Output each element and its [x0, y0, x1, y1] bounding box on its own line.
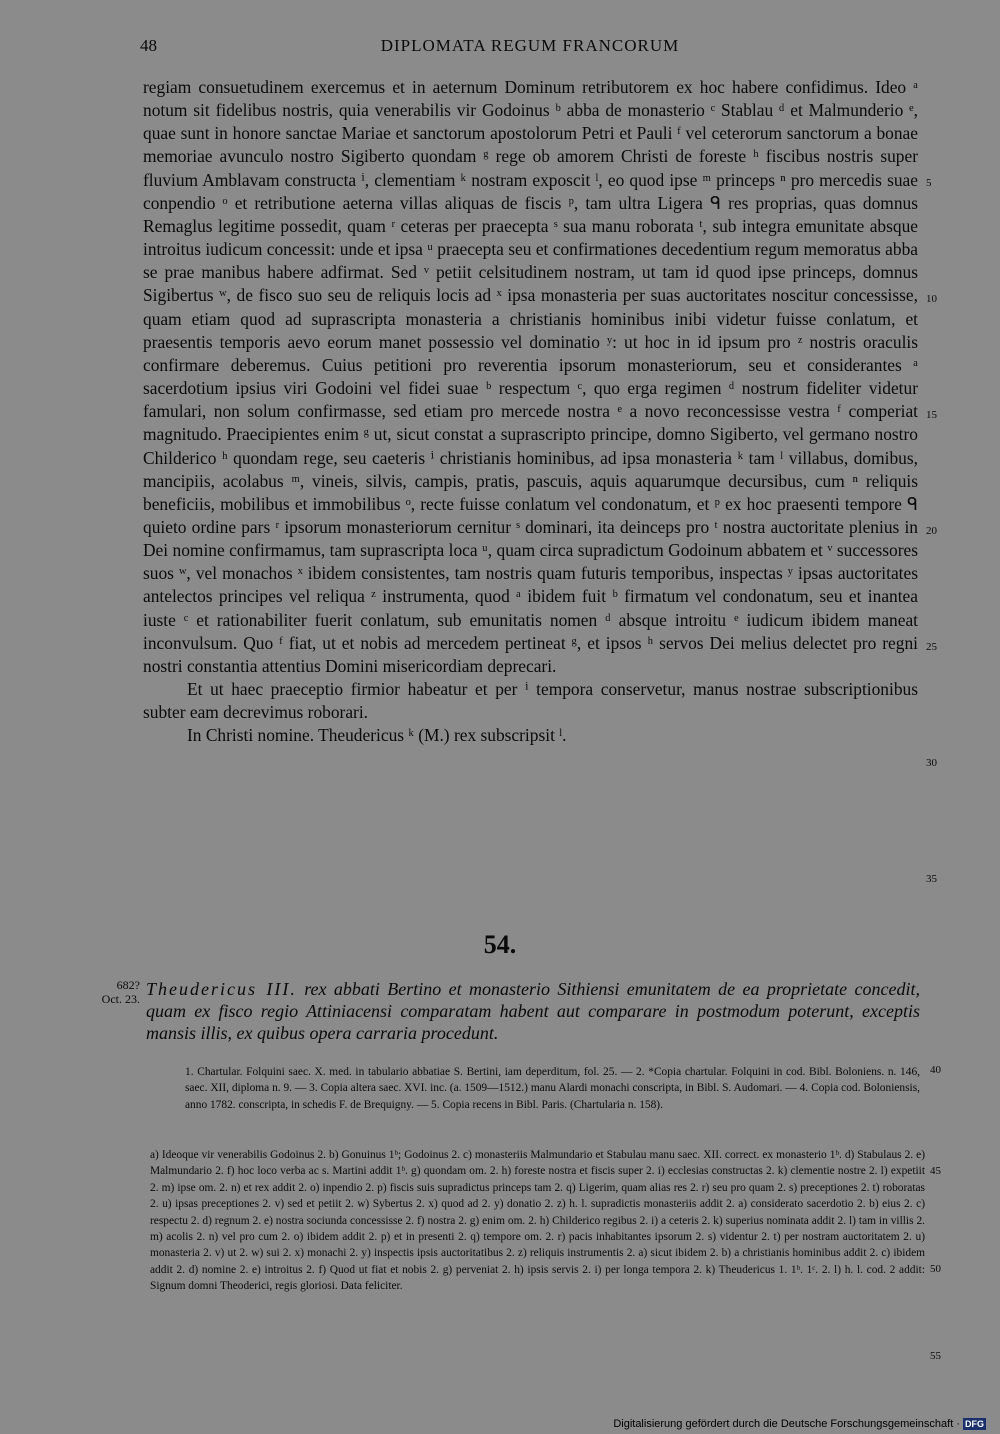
main-text	[143, 76, 918, 748]
regest	[146, 978, 920, 1044]
manuscript-tradition	[185, 1064, 920, 1113]
document-date	[78, 978, 140, 1006]
manuscript-list: 1. Chartular. Folquini saec. X. med. in tabulario abbatiae S. Bertini, iam deperditum, fol. 25. — 2. *Copia chartular. Folquini in cod. Bibl. Boloniens. n. 146, saec. XII, diploma n. 9. — 3. Copia altera saec. XVI. inc. (a. 1509—1512.) manu Alardi monachi conscripta, in Bibl. S. Audomari. — 4. Copia cod. Boloniensis, anno 1782. conscripta, in schedis F. de Brequigny. — 5. Copia recens in Bibl. Paris. (Chartularia n. 158).	[185, 1066, 920, 1111]
line-number-40: 40	[930, 1064, 941, 1076]
page-header	[140, 36, 920, 60]
line-number-35: 35	[926, 873, 937, 885]
running-title: DIPLOMATA REGUM FRANCORUM	[380, 36, 680, 55]
main-paragraph-2: Et ut haec praeceptio firmior habeatur et per ⁱ tempora conservetur, manus nostrae subscriptionibus subter eam decrevimus roborari.	[143, 679, 918, 723]
line-number-5: 5	[926, 177, 932, 189]
line-number-55: 55	[930, 1350, 941, 1362]
dfg-logo: DFG	[965, 1419, 984, 1429]
line-number-10: 10	[926, 293, 937, 305]
regest-text: rex abbati Bertino et monasterio Sithiensi emunitatem de ea proprietate concedit, quam ex fisco regio Attiniacensi comparatam habent aut comparare in postmodum poterunt, exceptis mansis illis, ex quibus opera carraria procedunt.	[146, 979, 920, 1043]
apparatus-notes: a) Ideoque vir venerabilis Godoinus 2. b) Gonuinus 1ᵇ; Godoinus 2. c) monasteriis Malmundario et Stabulau manu saec. XII. correct. ex monasterio 1ᵇ. d) Stabulaus 2. e) Malmundario 2. f) hoc loco verba ac s. Martini addit 1ᵇ. g) quondam om. 2. h) foreste nostra et fiscis super 2. i) ecclesias constructas 2. k) clementie nostre 2. l) expetiit 2. m) ipse om. 2. n) et rex addit 2. o) inpendio 2. p) fiscis suis supradictus princeps tam 2. q) Ligerim, quam alias res 2. r) seu pro quam 2. s) preceptiones 2. t) roboratas 2. u) ipsas preceptiones 2. v) sed et petiit 2. w) Sybertus 2. x) quod ad 2. y) donatio 2. z) h. l. supradictis monasteriis addit 2. a) considerato sacerdotio 2. b) eius 2. c) respectu 2. d) regnum 2. e) nostra sociunda concessisse 2. f) nostra 2. g) enim om. 2. h) Childerico regibus 2. i) a ceteris 2. k) superius nominata addit 2. l) tam in villis 2. m) acolis 2. n) vel pro cum 2. o) ibidem addit 2. p) et in presenti 2. q) tempore om. 2. r) pacis inhabitantes ipsorum 2. s) videntur 2. t) per nostram auctoritatem 2. u) monasteria 2. v) ut 2. w) sui 2. x) monachi 2. y) inspectis ipsis auctoritatibus 2. z) reliquis instrumentis 2. a) sicut ibidem 2. b) a christianis hominibus addit 2. c) ibidem addit 2. d) nomine 2. e) introitus 2. f) Quod ut fiat et nobis 2. g) perveniat 2. h) ipsis servis 2. i) per longa tempora 2. k) Theudericus 1. 1ᵇ. 1ᶜ. 2. l) h. l. cod. 2 addit: Signum domni Theoderici, regis gloriosi. Data feliciter.	[150, 1149, 925, 1293]
line-number-20: 20	[926, 525, 937, 537]
main-paragraph-1: regiam consuetudinem exercemus et in aeternum Dominum retributorem ex hoc habere confidimus. Ideo ᵃ notum sit fidelibus nostris, quia venerabilis vir Godoinus ᵇ abba de monasterio ᶜ Stablau ᵈ et Malmunderio ᵉ, quae sunt in honore sanctae Mariae et sanctorum apostolorum Petri et Pauli ᶠ vel ceterorum sanctorum a bonae memoriae avunculo nostro Sigiberto quondam ᵍ rege ob amorem Christi de foreste ʰ fiscibus nostris super fluvium Amblavam constructa ⁱ, clementiam ᵏ nostram exposcit ˡ, eo quod ipse ᵐ princeps ⁿ pro mercedis suae conpendio ᵒ et retributione aeterna villas aliquas de fiscis ᵖ, tam ultra Ligera ᑫ res proprias, quas domnus Remaglus legitime possedit, quam ʳ ceteras per praecepta ˢ sua manu roborata ᵗ, sub integra emunitate absque introitus iudicum concessit: unde et ipsa ᵘ praecepta seu et confirmationes decedentium regum memoratus abba se prae manibus habere adfirmat. Sed ᵛ petiit celsitudinem nostram, ut tam id quod ipse princeps, domnus Sigibertus ʷ, de fisco suo seu de reliquis locis ad ˣ ipsa monasteria per suas auctoritates noscitur concessisse, quam etiam quod ad suprascripta monasteria a christianis hominibus inibi videtur fuisse conlatum, et praesentis temporis aevo eorum manet possessio vel dominatio ʸ: ut hoc in id ipsum pro ᶻ nostris oraculis confirmare deberemus. Cuius petitioni pro reverentia ipsorum monasteriorum, seu et considerantes ᵃ sacerdotium ipsius viri Godoini vel fidei suae ᵇ respectum ᶜ, quo erga regimen ᵈ nostrum fideliter videtur famulari, non solum confirmasse, sed etiam pro mercede nostra ᵉ a novo reconcessisse vestra ᶠ comperiat magnitudo. Praecipientes enim ᵍ ut, sicut constat a suprascripto principe, domno Sigiberto, vel germano nostro Childerico ʰ quondam rege, seu caeteris ⁱ christianis hominibus, ad ipsa monasteria ᵏ tam ˡ villabus, domibus, mancipiis, acolabus ᵐ, vineis, silvis, campis, pratis, pascuis, aquis aquarumque decursibus, cum ⁿ reliquis beneficiis, mobilibus et immobilibus ᵒ, recte fuisse conlatum vel condonatum, et ᵖ ex hoc praesenti tempore ᑫ quieto ordine pars ʳ ipsorum monasteriorum cernitur ˢ dominari, ita deinceps pro ᵗ nostra auctoritate plenius in Dei nomine confirmamus, tam suprascripta loca ᵘ, quam circa supradictum Godoinum abbatem et ᵛ successores suos ʷ, vel monachos ˣ ibidem consistentes, tam nostris quam futuris temporibus, inspectas ʸ ipsas auctoritates antelectos principes vel reliqua ᶻ instrumenta, quod ᵃ ibidem fuit ᵇ firmatum vel condonatum, seu et inantea iuste ᶜ et rationabiliter fuerit conlatum, sub emunitatis nomen ᵈ absque introitu ᵉ iudicum ibidem maneat inconvulsum. Quo ᶠ fiat, ut et nobis ad mercedem pertineat ᵍ, et ipsos ʰ servos Dei melius delectet pro regni nostri constantia attentius Domini misericordiam deprecari.	[143, 77, 918, 676]
regest-name: Theudericus III.	[146, 979, 297, 999]
footer-text: Digitalisierung gefördert durch die Deutsche Forschungsgemeinschaft ·	[613, 1418, 960, 1430]
line-number-50: 50	[930, 1263, 941, 1275]
line-number-15: 15	[926, 409, 937, 421]
document-number: 54.	[483, 930, 517, 959]
critical-apparatus	[150, 1147, 925, 1295]
date-day: Oct. 23.	[101, 992, 140, 1006]
page-number: 48	[140, 36, 157, 55]
line-number-25: 25	[926, 641, 937, 653]
main-paragraph-3: In Christi nomine. Theudericus ᵏ (M.) rex subscripsit ˡ.	[187, 725, 567, 746]
digitization-footer	[613, 1418, 986, 1430]
line-number-30: 30	[926, 757, 937, 769]
line-number-45: 45	[930, 1165, 941, 1177]
date-year: 682?	[116, 978, 140, 992]
